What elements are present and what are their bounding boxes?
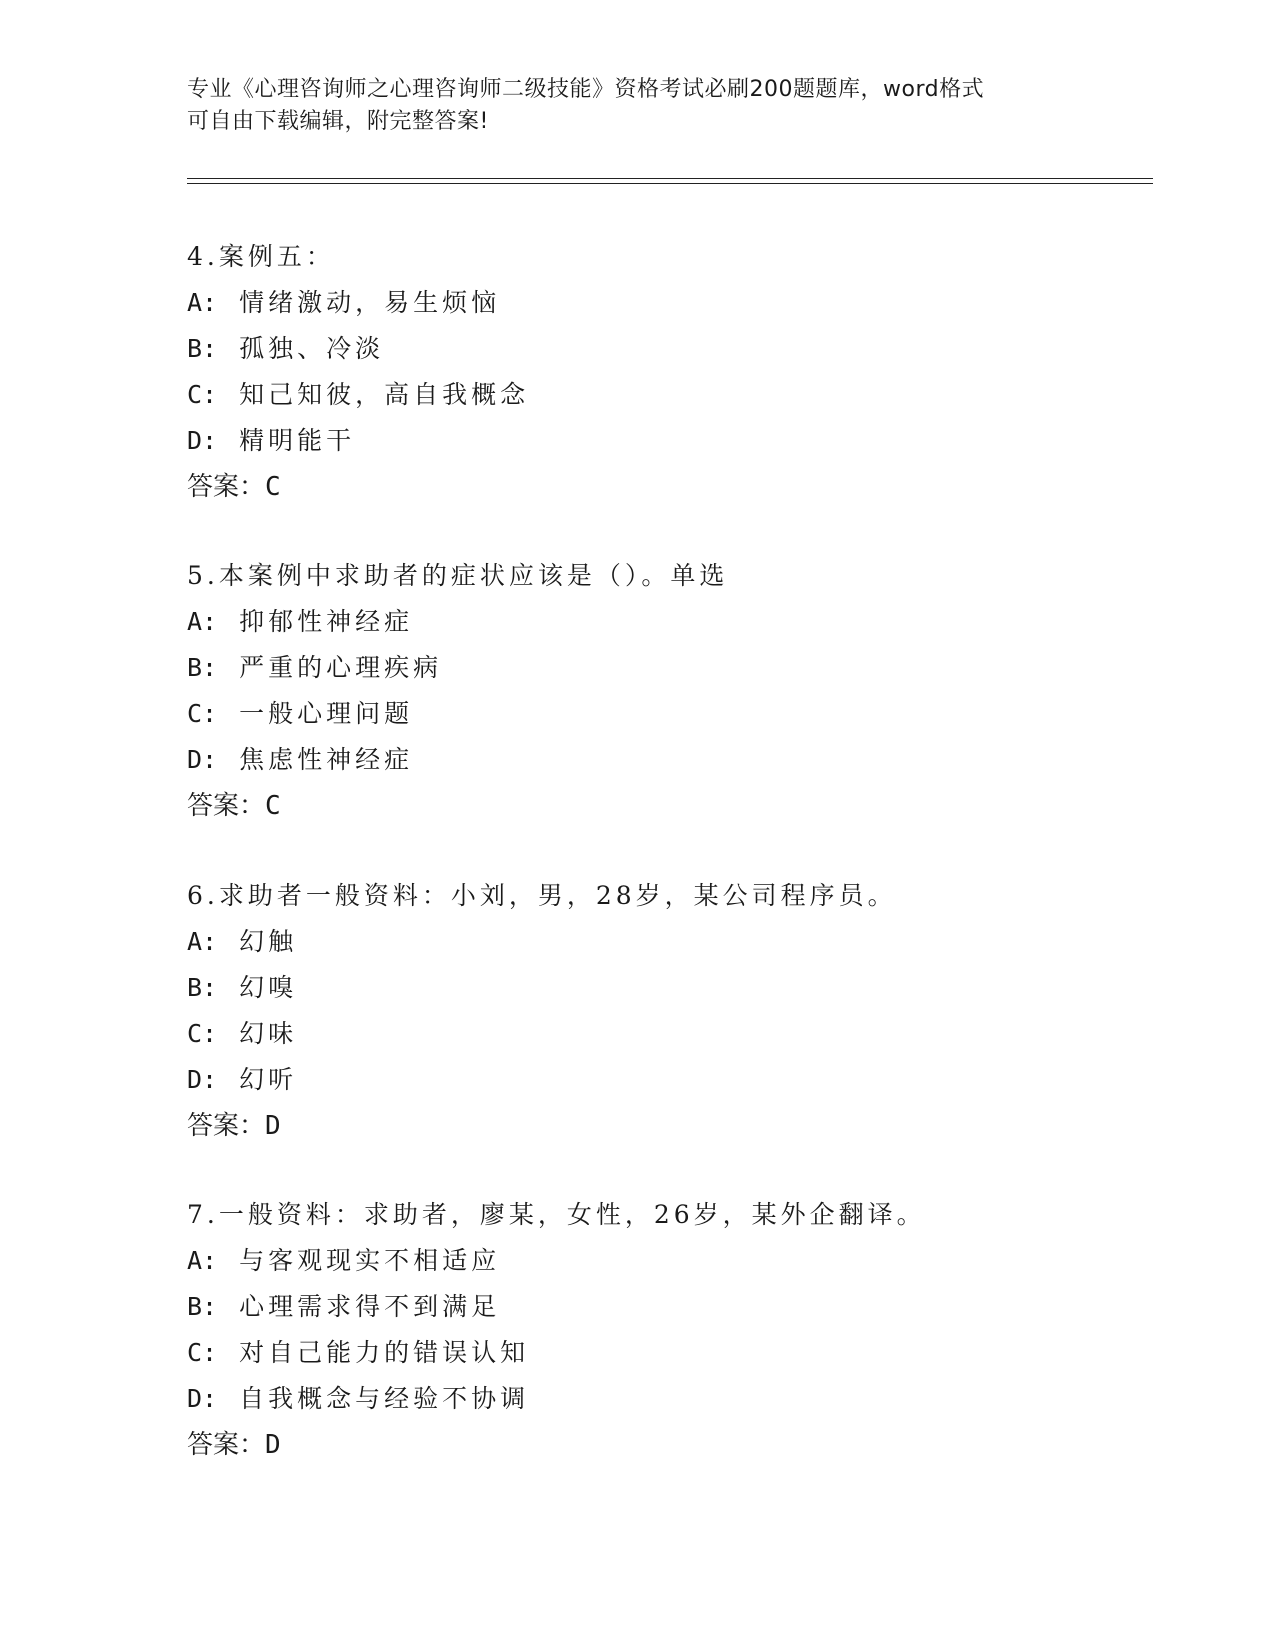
question-stem: 5.本案例中求助者的症状应该是（）。单选 xyxy=(187,561,729,590)
option-c xyxy=(187,1011,1087,1057)
option-key: C: xyxy=(187,1338,218,1367)
option-key: A: xyxy=(187,927,218,956)
option-key: C: xyxy=(187,699,218,728)
option-d xyxy=(187,737,1087,783)
option-text: 对自己能力的错误认知 xyxy=(239,1338,530,1367)
option-key: C: xyxy=(187,380,218,409)
option-c xyxy=(187,691,1087,737)
document-header xyxy=(187,74,1067,138)
option-key: C: xyxy=(187,1019,218,1048)
option-a xyxy=(187,1238,1087,1284)
option-text: 与客观现实不相适应 xyxy=(239,1246,501,1275)
option-a xyxy=(187,280,1087,326)
option-text: 知己知彼，高自我概念 xyxy=(239,380,530,409)
option-key: D: xyxy=(187,1065,218,1094)
question-block xyxy=(187,553,1087,829)
option-b xyxy=(187,965,1087,1011)
question-block xyxy=(187,873,1087,1149)
question-stem: 4.案例五： xyxy=(187,242,335,271)
option-d xyxy=(187,418,1087,464)
option-text: 孤独、冷淡 xyxy=(239,334,385,363)
option-key: D: xyxy=(187,426,218,455)
option-key: B: xyxy=(187,334,218,363)
answer-line xyxy=(187,464,1087,510)
answer-label: 答案： xyxy=(187,791,266,821)
option-c xyxy=(187,372,1087,418)
header-line-1: 专业《心理咨询师之心理咨询师二级技能》资格考试必刷200题题库，word格式 xyxy=(187,77,985,102)
option-text: 抑郁性神经症 xyxy=(239,607,414,636)
option-key: A: xyxy=(187,607,218,636)
header-line-2: 可自由下载编辑，附完整答案! xyxy=(187,109,489,134)
option-text: 严重的心理疾病 xyxy=(239,653,443,682)
answer-value: C xyxy=(265,791,281,821)
option-key: A: xyxy=(187,288,218,317)
option-key: D: xyxy=(187,1384,218,1413)
answer-line xyxy=(187,1422,1087,1468)
option-text: 幻味 xyxy=(239,1019,298,1048)
option-text: 焦虑性神经症 xyxy=(239,745,414,774)
option-text: 幻听 xyxy=(239,1065,298,1094)
option-text: 心理需求得不到满足 xyxy=(239,1292,501,1321)
option-b xyxy=(187,645,1087,691)
option-text: 情绪激动，易生烦恼 xyxy=(239,288,501,317)
option-c xyxy=(187,1330,1087,1376)
option-d xyxy=(187,1057,1087,1103)
option-key: D: xyxy=(187,745,218,774)
question-block xyxy=(187,234,1087,510)
option-d xyxy=(187,1376,1087,1422)
option-key: B: xyxy=(187,973,218,1002)
answer-value: D xyxy=(265,1111,281,1141)
option-text: 自我概念与经验不协调 xyxy=(239,1384,530,1413)
header-divider-top xyxy=(187,178,1153,179)
option-text: 幻嗅 xyxy=(239,973,298,1002)
option-text: 一般心理问题 xyxy=(239,699,414,728)
answer-label: 答案： xyxy=(187,1111,266,1141)
answer-value: D xyxy=(265,1430,281,1460)
option-key: A: xyxy=(187,1246,218,1275)
option-b xyxy=(187,1284,1087,1330)
option-b xyxy=(187,326,1087,372)
question-block xyxy=(187,1192,1087,1468)
question-stem: 7.一般资料：求助者，廖某，女性，26岁，某外企翻译。 xyxy=(187,1200,926,1229)
option-key: B: xyxy=(187,1292,218,1321)
option-a xyxy=(187,919,1087,965)
option-text: 精明能干 xyxy=(239,426,356,455)
option-text: 幻触 xyxy=(239,927,298,956)
option-key: B: xyxy=(187,653,218,682)
header-divider-bottom xyxy=(187,183,1153,184)
answer-value: C xyxy=(265,472,281,502)
answer-line xyxy=(187,783,1087,829)
option-a xyxy=(187,599,1087,645)
answer-label: 答案： xyxy=(187,1430,266,1460)
answer-line xyxy=(187,1103,1087,1149)
answer-label: 答案： xyxy=(187,472,266,502)
question-stem: 6.求助者一般资料：小刘，男，28岁，某公司程序员。 xyxy=(187,881,897,910)
